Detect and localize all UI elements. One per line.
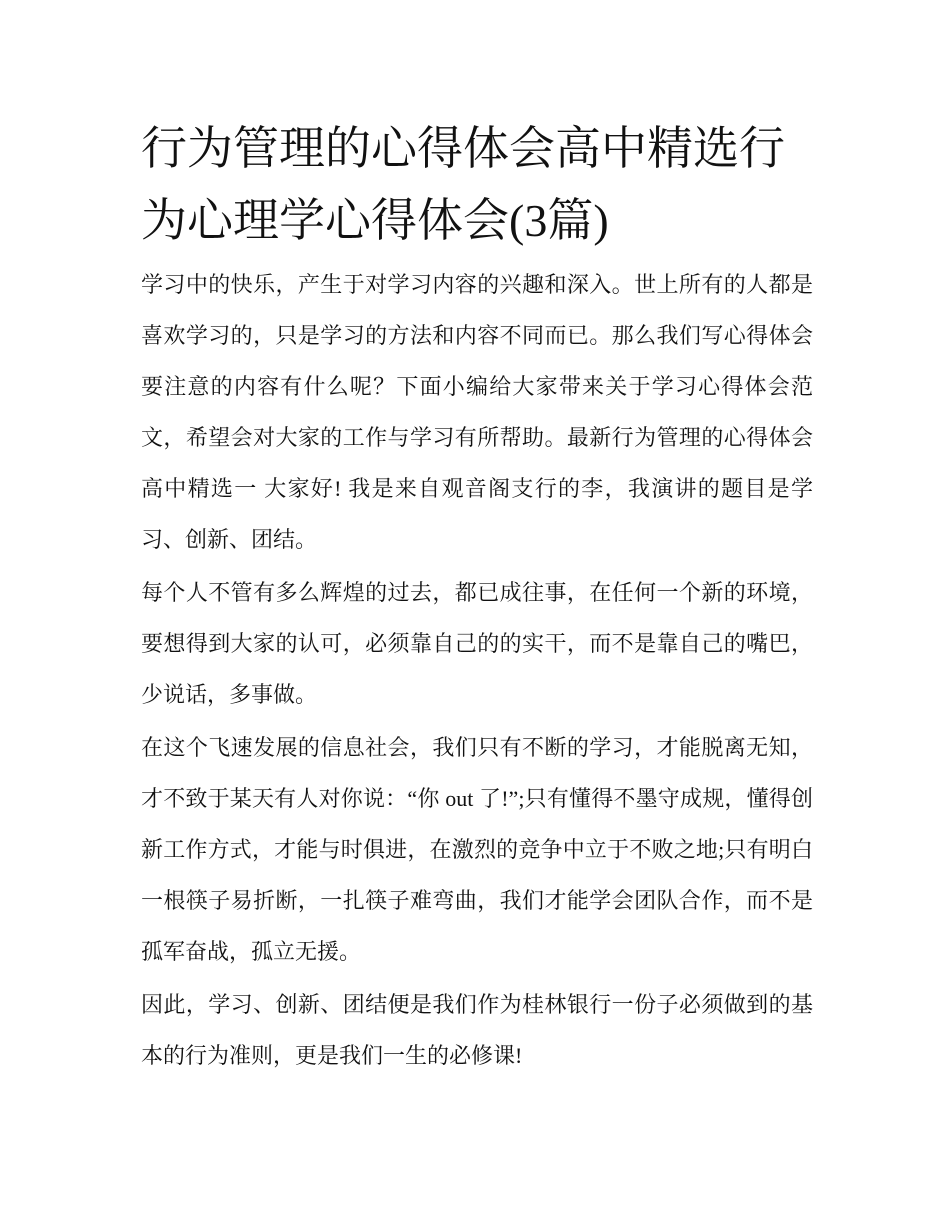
paragraph-intro: 学习中的快乐，产生于对学习内容的兴趣和深入。世上所有的人都是喜欢学习的，只是学习的方法和内容不同而已。那么我们写心得体会要注意的内容有什么呢？下面小编给大家带来关于学习心得体会范文，希望会对大家的工作与学习有所帮助。最新行为管理的心得体会高中精选一 大家好! 我是来自观音阁支行的李，我演讲的题目是学习、创新、团结。	[141, 272, 813, 552]
paragraph-2: 每个人不管有多么辉煌的过去，都已成往事，在任何一个新的环境，要想得到大家的认可，必须靠自己的的实干，而不是靠自己的嘴巴，少说话，多事做。	[141, 580, 813, 707]
document-body	[141, 113, 813, 1081]
paragraph-4: 因此，学习、创新、团结便是我们作为桂林银行一份子必须做到的基本的行为准则，更是我们一生的必修课!	[141, 992, 813, 1068]
document-title: 行为管理的心得体会高中精选行为心理学心得体会(3篇)	[141, 123, 785, 246]
paragraph-3: 在这个飞速发展的信息社会，我们只有不断的学习，才能脱离无知，才不致于某天有人对你说：“你 out 了!”;只有懂得不墨守成规，懂得创新工作方式，才能与时俱进，在激烈的竞争中立于不败之地;只有明白一根筷子易折断，一扎筷子难弯曲，我们才能学会团队合作，而不是孤军奋战，孤立无援。	[141, 735, 813, 964]
